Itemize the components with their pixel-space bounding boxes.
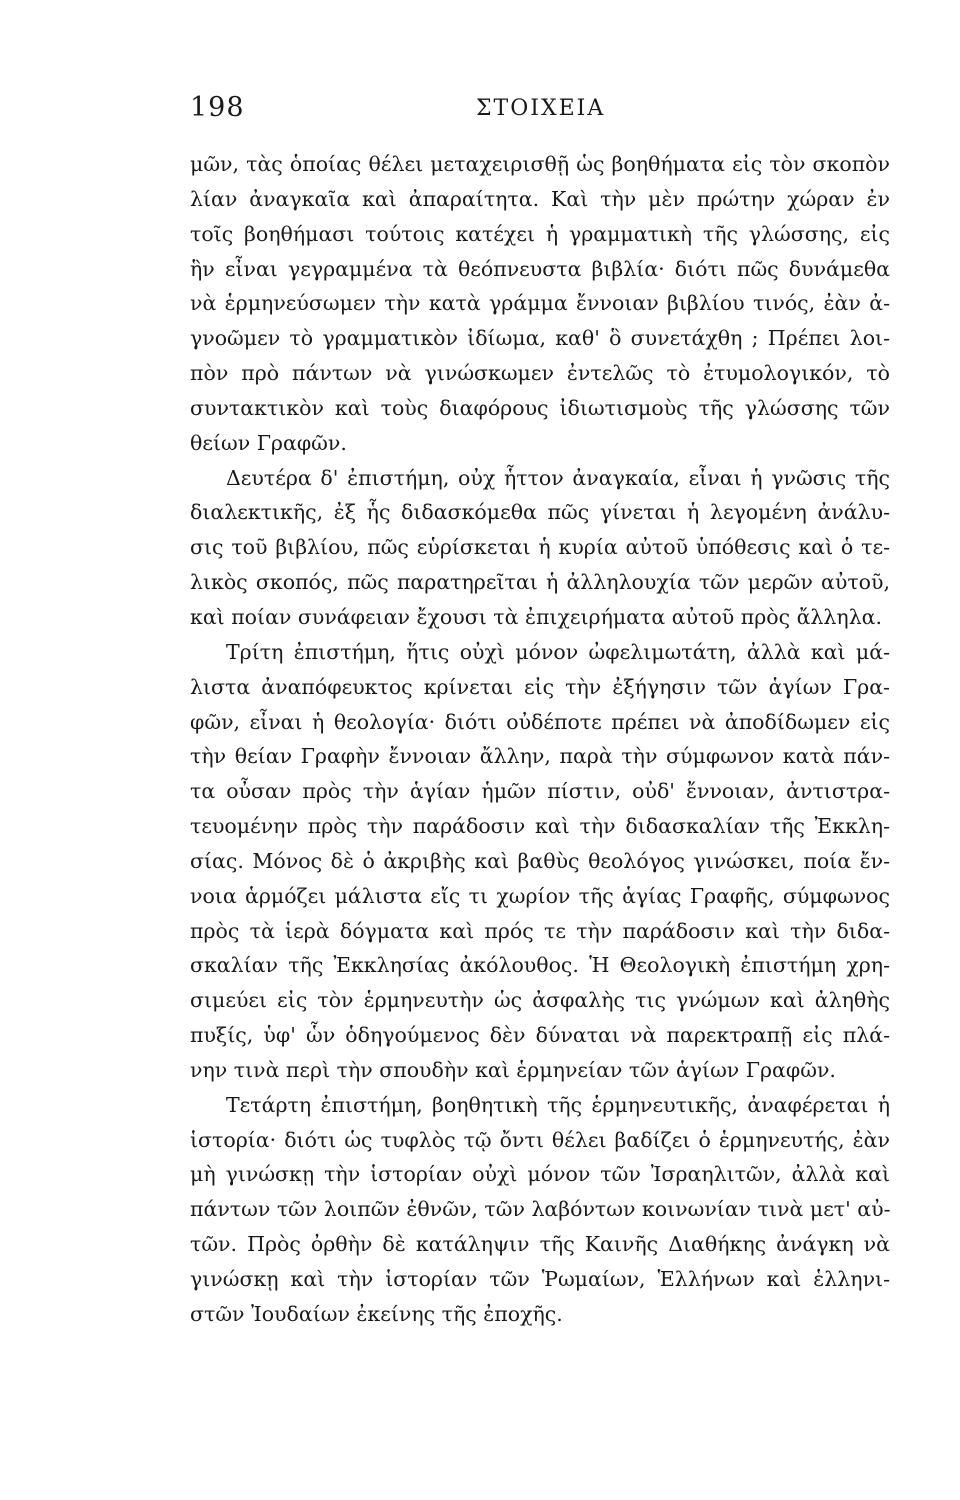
- text-line: πυξίς, ὑφ' ὧν ὁδηγούμενος δὲν δύναται νὰ παρεκτραπῇ εἰς πλά-: [190, 1023, 890, 1048]
- text-line: θείων Γραφῶν.: [190, 430, 347, 455]
- text-line: στῶν Ἰουδαίων ἐκείνης τῆς ἐποχῆς.: [190, 1301, 563, 1326]
- text-line: Δευτέρα δ' ἐπιστήμη, οὐχ ἧττον ἀναγκαία, εἶναι ἡ γνῶσις τῆς: [226, 465, 890, 490]
- running-title: ΣΤΟΙΧΕΙΑ: [476, 96, 606, 121]
- text-line: καὶ ποίαν συνάφειαν ἔχουσι τὰ ἐπιχειρήματα αὐτοῦ πρὸς ἄλληλα.: [190, 604, 883, 629]
- text-line: γινώσκῃ καὶ τὴν ἱστορίαν τῶν Ῥωμαίων, Ἑλλήνων καὶ ἑλληνι-: [190, 1267, 890, 1291]
- text-line: πὸν πρὸ πάντων νὰ γινώσκωμεν ἐντελῶς τὸ ἐτυμολογικόν, τὸ: [190, 361, 890, 386]
- text-line: τὴν θείαν Γραφὴν ἔννοιαν ἄλλην, παρὰ τὴν σύμφωνον κατὰ πάν-: [190, 744, 890, 769]
- text-line: λίαν ἀναγκαῖα καὶ ἀπαραίτητα. Καὶ τὴν μὲν πρώτην χώραν ἐν: [190, 186, 890, 211]
- page-number: 198: [190, 92, 245, 123]
- text-line: Τετάρτη ἐπιστήμη, βοηθητικὴ τῆς ἑρμηνευτικῆς, ἀναφέρεται ἡ: [226, 1092, 890, 1117]
- text-line: φῶν, εἶναι ἡ θεολογία· διότι οὐδέποτε πρέπει νὰ ἀποδίδωμεν εἰς: [190, 709, 890, 734]
- text-line: τοῖς βοηθήμασι τούτοις κατέχει ἡ γραμματικὴ τῆς γλώσσης, εἰς: [190, 221, 890, 246]
- body-text: [190, 147, 890, 1332]
- text-line: ἱστορία· διότι ὡς τυφλὸς τῷ ὄντι θέλει βαδίζει ὁ ἑρμηνευτής, ἐὰν: [190, 1127, 890, 1152]
- text-line: σκαλίαν τῆς Ἐκκλησίας ἀκόλουθος. Ἡ Θεολογικὴ ἐπιστήμη χρη-: [190, 953, 890, 978]
- text-line: συντακτικὸν καὶ τοὺς διαφόρους ἰδιωτισμοὺς τῆς γλώσσης τῶν: [190, 395, 890, 420]
- text-line: νην τινὰ περὶ τὴν σπουδὴν καὶ ἑρμηνείαν τῶν ἁγίων Γραφῶν.: [190, 1057, 836, 1082]
- text-line: σις τοῦ βιβλίου, πῶς εὑρίσκεται ἡ κυρία αὐτοῦ ὑπόθεσις καὶ ὁ τε-: [190, 535, 890, 560]
- text-line: λιστα ἀναπόφευκτος κρίνεται εἰς τὴν ἐξήγησιν τῶν ἁγίων Γρα-: [190, 674, 890, 699]
- text-line: πρὸς τὰ ἱερὰ δόγματα καὶ πρός τε τὴν παράδοσιν καὶ τὴν διδα-: [190, 918, 890, 943]
- text-line: γνοῶμεν τὸ γραμματικὸν ἰδίωμα, καθ' ὃ συνετάχθη ; Πρέπει λοι-: [190, 326, 890, 351]
- text-line: τευομένην πρὸς τὴν παράδοσιν καὶ τὴν διδασκαλίαν τῆς Ἐκκλη-: [190, 814, 890, 839]
- text-line: τῶν. Πρὸς ὀρθὴν δὲ κατάληψιν τῆς Καινῆς Διαθήκης ἀνάγκη νὰ: [190, 1232, 890, 1257]
- text-line: λικὸς σκοπός, πῶς παρατηρεῖται ἡ ἀλληλουχία τῶν μερῶν αὐτοῦ,: [190, 570, 890, 595]
- text-line: μὴ γινώσκῃ τὴν ἱστορίαν οὐχὶ μόνον τῶν Ἰσραηλιτῶν, ἀλλὰ καὶ: [190, 1162, 890, 1187]
- text-line: νοια ἁρμόζει μάλιστα εἴς τι χωρίον τῆς ἁγίας Γραφῆς, σύμφωνος: [190, 883, 890, 908]
- text-line: σίας. Μόνος δὲ ὁ ἀκριβὴς καὶ βαθὺς θεολόγος γινώσκει, ποία ἔν-: [190, 848, 890, 873]
- text-line: σιμεύει εἰς τὸν ἑρμηνευτὴν ὡς ἀσφαλὴς τις γνώμων καὶ ἀληθὴς: [190, 988, 890, 1013]
- text-line: ἣν εἶναι γεγραμμένα τὰ θεόπνευστα βιβλία· διότι πῶς δυνάμεθα: [190, 256, 890, 281]
- text-line: Τρίτη ἐπιστήμη, ἥτις οὐχὶ μόνον ὠφελιμωτάτη, ἀλλὰ καὶ μά-: [226, 639, 890, 664]
- text-line: πάντων τῶν λοιπῶν ἐθνῶν, τῶν λαβόντων κοινωνίαν τινὰ μετ' αὐ-: [190, 1197, 891, 1222]
- text-line: νὰ ἑρμηνεύσωμεν τὴν κατὰ γράμμα ἔννοιαν βιβλίου τινός, ἐὰν ἀ-: [190, 291, 890, 316]
- text-line: τα οὖσαν πρὸς τὴν ἁγίαν ἡμῶν πίστιν, οὐδ' ἔννοιαν, ἀντιστρα-: [190, 779, 890, 804]
- text-line: μῶν, τὰς ὁποίας θέλει μεταχειρισθῇ ὡς βοηθήματα εἰς τὸν σκοπὸν: [190, 152, 890, 176]
- text-line: διαλεκτικῆς, ἐξ ἧς διδασκόμεθα πῶς γίνεται ἡ λεγομένη ἀνάλυ-: [190, 500, 890, 525]
- page-header: [190, 92, 890, 132]
